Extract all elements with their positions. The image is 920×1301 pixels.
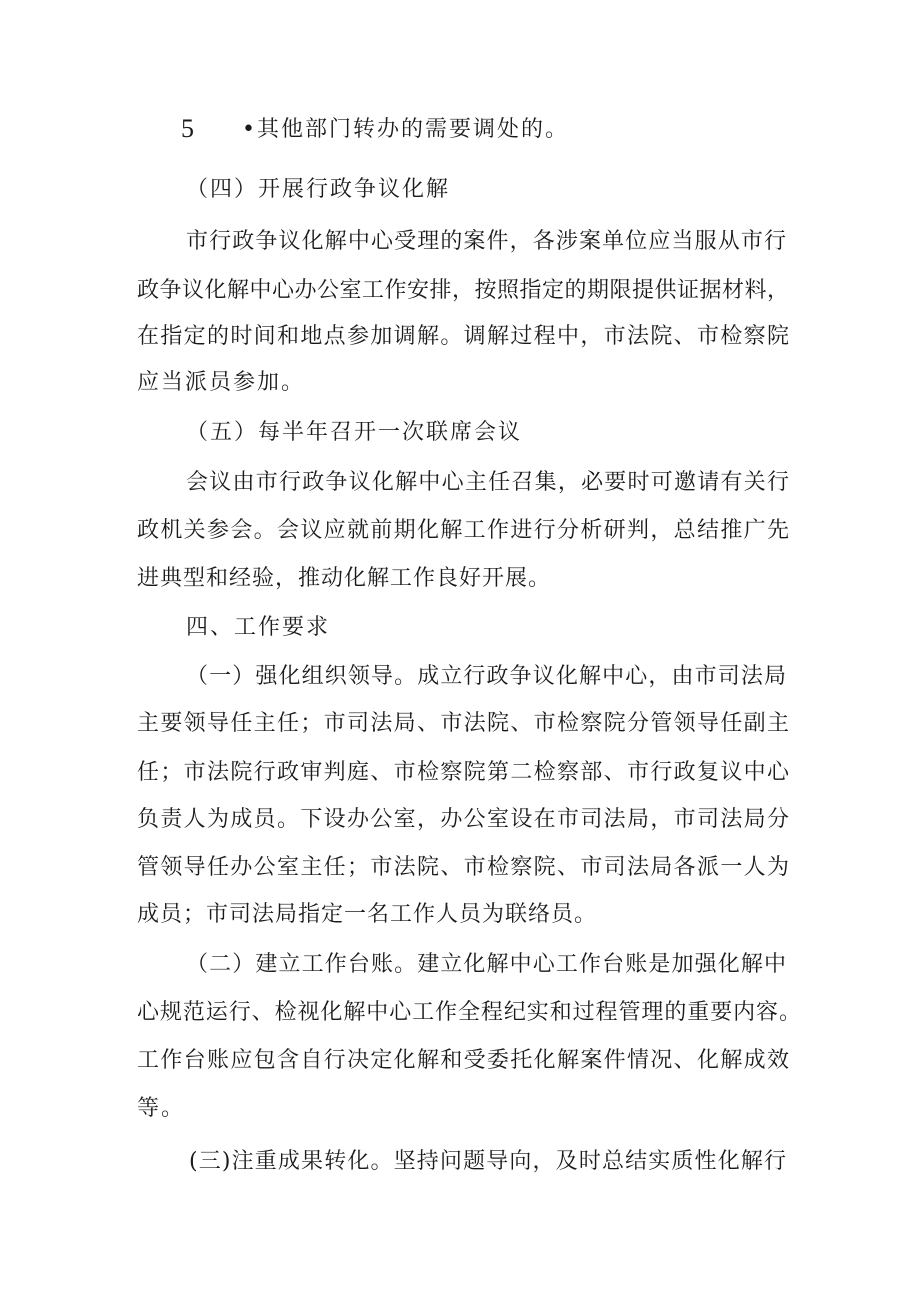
paragraph-line: 成员；市司法局指定一名工作人员为联络员。 bbox=[137, 902, 598, 927]
item-number: 5 bbox=[181, 114, 194, 143]
paragraph-line: 政机关参会。会议应就前期化解工作进行分析研判，总结推广先 bbox=[137, 518, 789, 543]
paragraph-line: 等。 bbox=[137, 1096, 186, 1121]
paragraph-line: 心规范运行、检视化解中心工作全程纪实和过程管理的重要内容。 bbox=[137, 1000, 801, 1025]
paragraph-line: 应当派员参加。 bbox=[137, 370, 306, 395]
paragraph-line: （二）建立工作台账。建立化解中心工作台账是加强化解中 bbox=[186, 952, 786, 977]
section-heading: （四）开展行政争议化解 bbox=[186, 177, 451, 202]
paragraph-line: 管领导任办公室主任；市法院、市检察院、市司法局各派一人为 bbox=[137, 855, 789, 880]
paragraph-line: （一）强化组织领导。成立行政争议化解中心，由市司法局 bbox=[186, 664, 786, 689]
section-heading: （五）每半年召开一次联席会议 bbox=[186, 420, 523, 445]
item-text: •其他部门转办的需要调处的。 bbox=[242, 117, 569, 142]
paragraph-line: 在指定的时间和地点参加调解。调解过程中，市法院、市检察院 bbox=[137, 324, 789, 349]
paragraph-line: 会议由市行政争议化解中心主任召集，必要时可邀请有关行 bbox=[186, 470, 789, 495]
paragraph-line: 任；市法院行政审判庭、市检察院第二检察部、市行政复议中心 bbox=[137, 760, 789, 785]
paragraph-line: (三)注重成果转化。坚持问题导向，及时总结实质性化解行 bbox=[189, 1149, 786, 1174]
section-heading: 四、工作要求 bbox=[186, 615, 331, 640]
paragraph-line: 负责人为成员。下设办公室，办公室设在市司法局，市司法局分 bbox=[137, 807, 789, 832]
paragraph-line: 市行政争议化解中心受理的案件，各涉案单位应当服从市行 bbox=[186, 229, 786, 254]
paragraph-line: 工作台账应包含自行决定化解和受委托化解案件情况、化解成效 bbox=[137, 1048, 789, 1073]
paragraph-line: 进典型和经验，推动化解工作良好开展。 bbox=[137, 566, 552, 591]
paragraph-line: 主要领导任主任；市司法局、市法院、市检察院分管领导任副主 bbox=[137, 711, 789, 736]
paragraph-line: 政争议化解中心办公室工作安排，按照指定的期限提供证据材料， bbox=[137, 278, 789, 303]
